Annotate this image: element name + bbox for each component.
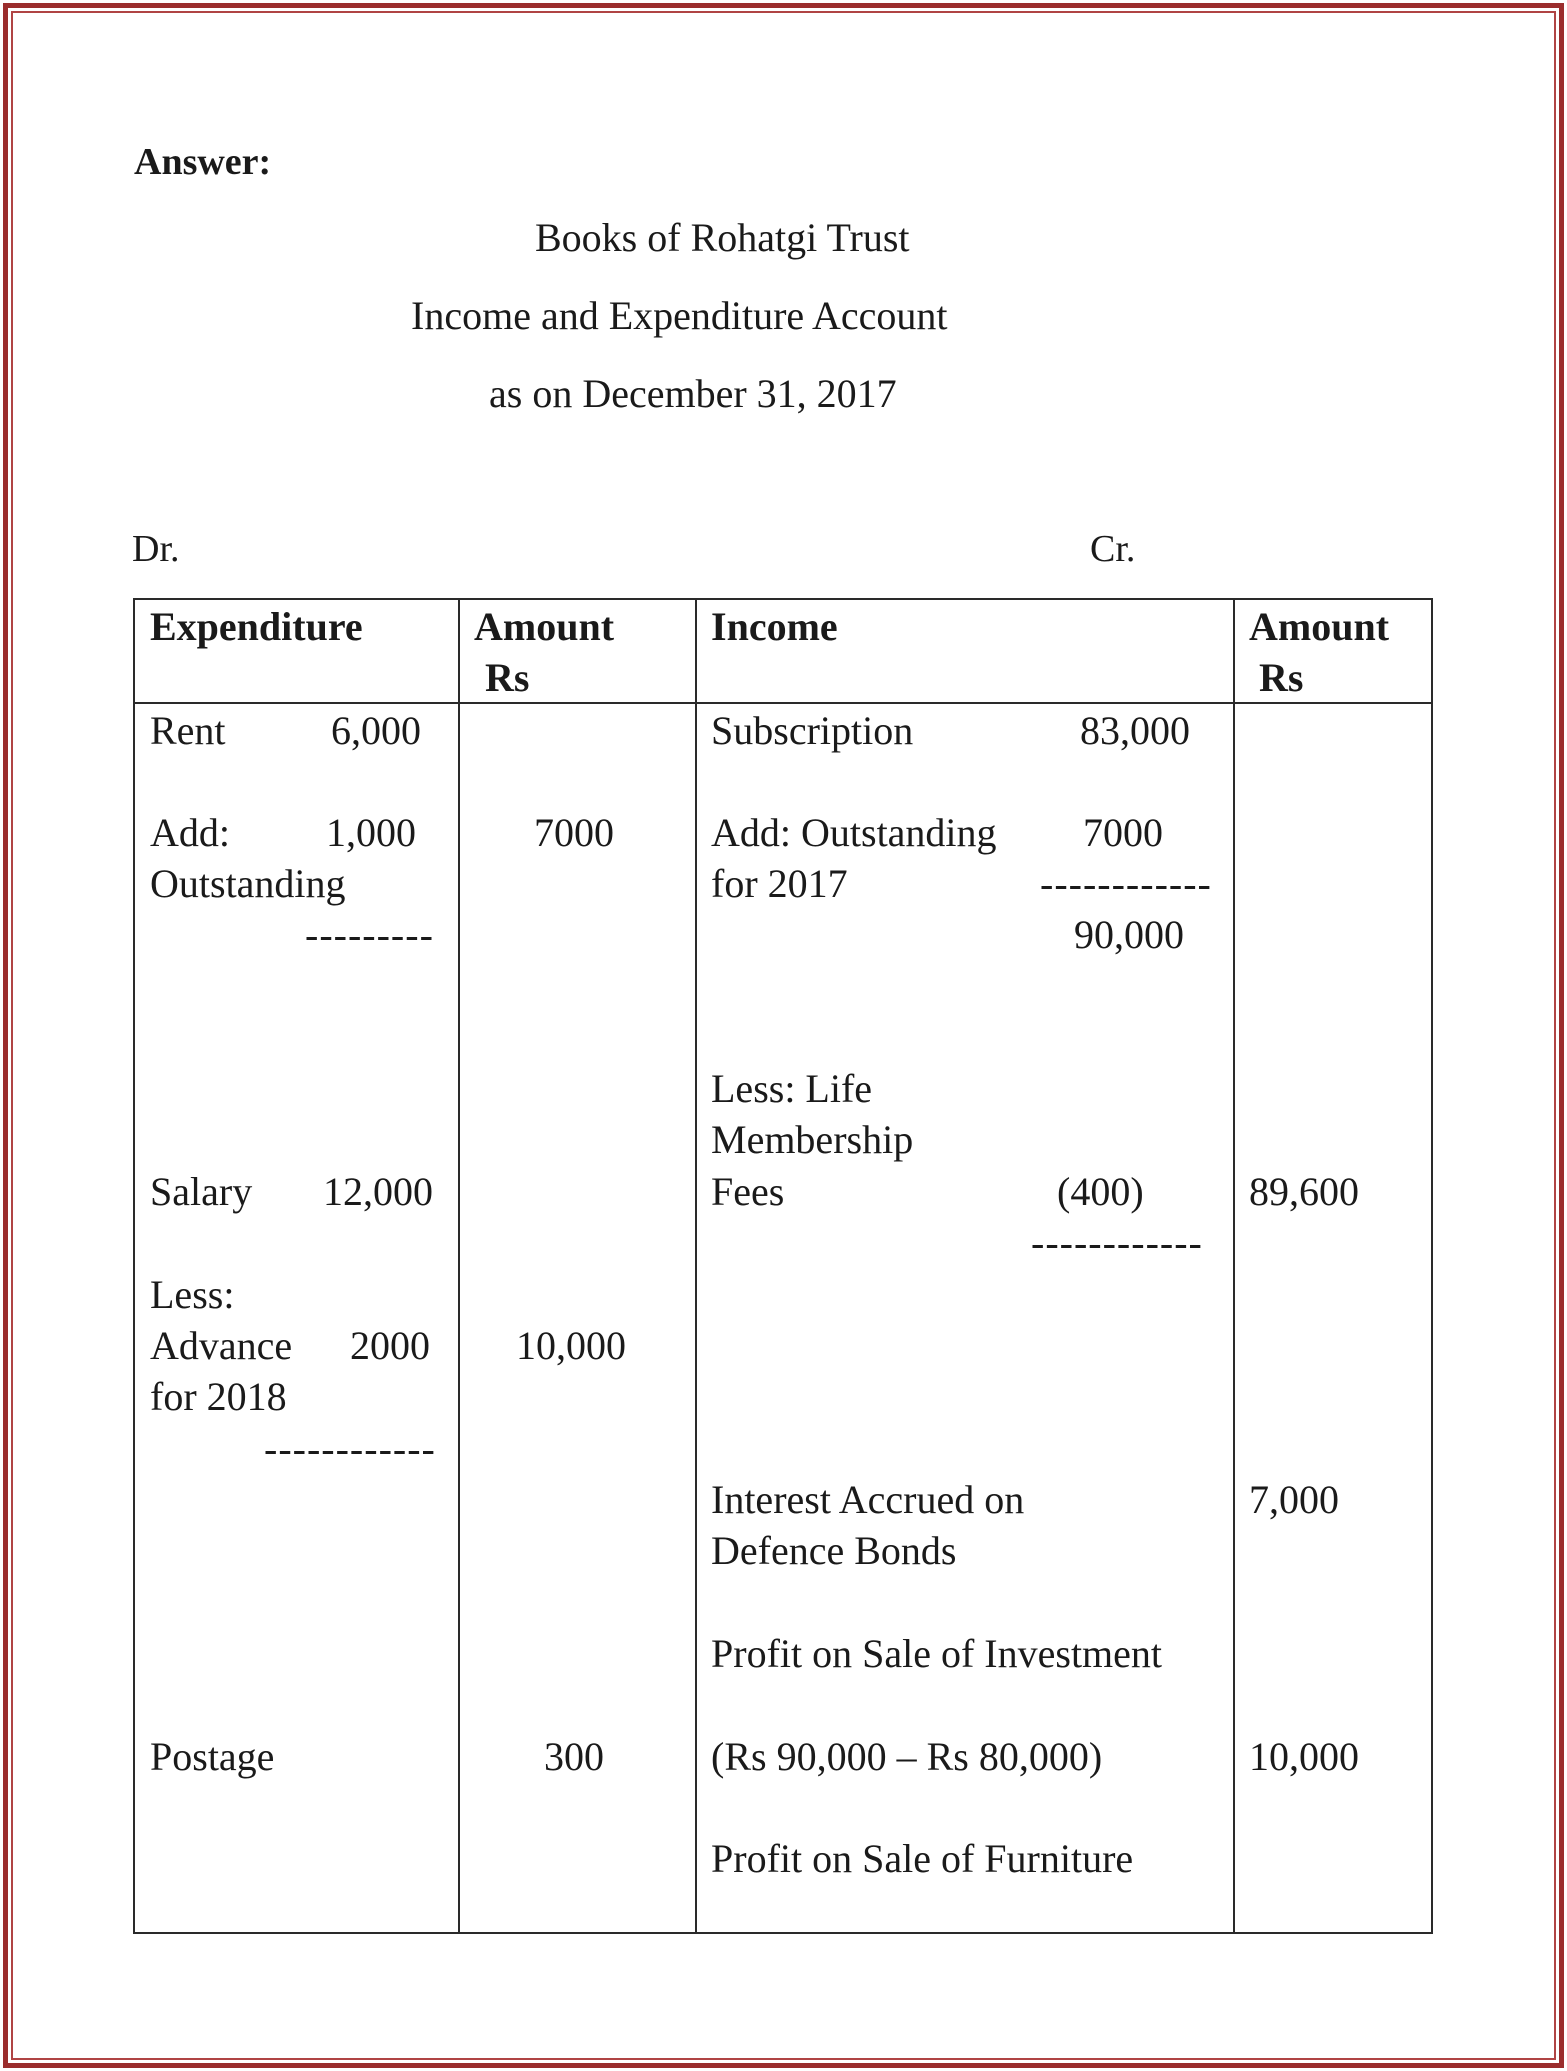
rent-label: Rent [150,708,226,753]
subscription-value: 83,000 [1080,708,1190,753]
credit-side-label: Cr. [1090,528,1136,570]
interest-label-line2: Defence Bonds [711,1528,957,1573]
table-right-border [1431,598,1433,1934]
salary-less-label: Less: [150,1272,235,1317]
answer-label: Answer: [134,141,272,183]
advance-label: Advance [150,1323,293,1368]
salary-dashes: ------------ [264,1426,436,1471]
interest-label-line1: Interest Accrued on [711,1477,1025,1522]
profit-furniture-label: Profit on Sale of Furniture [711,1836,1134,1881]
advance-year-label: for 2018 [150,1374,287,1419]
books-title: Books of Rohatgi Trust [535,215,910,260]
header-amount-right: Amount [1249,604,1390,649]
subscription-subtotal: 90,000 [1074,912,1184,957]
fees-label: Fees [711,1169,785,1214]
subscription-total: 89,600 [1249,1169,1359,1214]
salary-value: 12,000 [323,1169,433,1214]
profit-investment-total: 10,000 [1249,1734,1359,1779]
membership-label: Membership [711,1117,914,1162]
table-bottom-border [133,1932,1433,1934]
salary-total: 10,000 [516,1323,626,1368]
rent-value: 6,000 [331,708,421,753]
header-amount-left: Amount [474,604,615,649]
table-top-border [133,598,1433,600]
subscription-label: Subscription [711,708,914,753]
add-outstanding-label: Add: Outstanding [711,810,997,855]
postage-total: 300 [544,1734,604,1779]
rent-outstanding-label: Outstanding [150,861,346,906]
subscription-dashes: ------------ [1040,861,1212,906]
header-amount-right-unit: Rs [1259,655,1304,700]
fees-dashes: ------------ [1031,1220,1203,1265]
column-divider-2 [695,598,697,1934]
rent-total: 7000 [534,810,614,855]
header-income: Income [711,604,838,649]
interest-total: 7,000 [1249,1477,1339,1522]
less-life-label: Less: Life [711,1066,873,1111]
profit-investment-label: Profit on Sale of Investment [711,1631,1163,1676]
rent-add-value: 1,000 [326,810,416,855]
date-line: as on December 31, 2017 [489,371,897,416]
postage-label: Postage [150,1734,275,1779]
account-title: Income and Expenditure Account [411,293,948,338]
header-expenditure: Expenditure [150,604,363,649]
debit-side-label: Dr. [132,528,180,570]
header-divider [133,702,1433,704]
table-left-border [133,598,135,1934]
header-amount-left-unit: Rs [485,655,530,700]
salary-label: Salary [150,1169,253,1214]
profit-investment-calc: (Rs 90,000 – Rs 80,000) [711,1734,1103,1779]
add-outstanding-value: 7000 [1083,810,1163,855]
fees-value: (400) [1057,1169,1144,1214]
column-divider-1 [458,598,460,1934]
advance-value: 2000 [350,1323,430,1368]
rent-dashes: --------- [305,912,434,957]
outstanding-year-label: for 2017 [711,861,848,906]
rent-add-label: Add: [150,810,230,855]
column-divider-3 [1233,598,1235,1934]
